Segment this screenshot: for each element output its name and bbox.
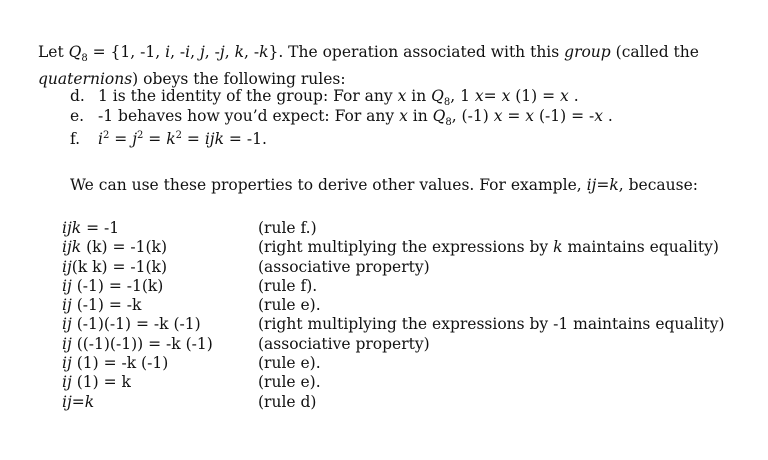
- derivation-justification: (rule f).: [258, 276, 318, 295]
- derivation-expression: ij (-1) = -1(k): [62, 276, 164, 295]
- rule-letter: f.: [70, 130, 81, 149]
- derivation-expression: ij (-1)(-1) = -k (-1): [62, 315, 201, 334]
- intro-paragraph: [38, 42, 748, 89]
- derivation-justification: (right multiplying the expressions by -1 maintains equality): [258, 315, 725, 334]
- rules-list: [70, 86, 613, 149]
- derivation-expression: ijk = -1: [62, 219, 120, 237]
- derivation-justification: (rule e).: [258, 354, 321, 373]
- derivation-expression: ijk (k) = -1(k): [62, 238, 167, 257]
- derivation-justification: (right multiplying the expressions by k maintains equality): [258, 238, 719, 257]
- derivation-expression: ij(k k) = -1(k): [62, 257, 167, 276]
- intro-line-1: Let $Q_8 = \{1$, -1, i, -i, j, -j, k, -k}. The operation associated with this group (called the: [38, 43, 699, 65]
- derivation-expression: ij (1) = -k (-1): [62, 354, 169, 373]
- derivation-expression: ij=k: [62, 392, 95, 411]
- derivation-expression: ij ((-1)(-1)) = -k (-1): [62, 334, 213, 353]
- rule-text: -1 behaves how you’d expect: For any x in $Q_8$, (-1) x = x (-1) = -x .: [98, 107, 613, 129]
- derivation-justification: (rule e).: [258, 373, 321, 392]
- rule-item: [70, 86, 613, 109]
- derivation-justification: (rule e).: [258, 296, 321, 315]
- derivation-justification: (associative property): [258, 334, 430, 353]
- rule-text: $i^2 = j^2 = k^2$ = ijk = -1.: [98, 130, 267, 149]
- derivation-expression: ij (1) = k: [62, 373, 131, 392]
- derivation-justification: (rule d): [258, 392, 317, 411]
- rule-text: 1 is the identity of the group: For any x in $Q_8$, 1 x= x (1) = x .: [98, 87, 579, 109]
- derivation-justification: (rule f.): [258, 219, 317, 237]
- rule-letter: e.: [70, 107, 85, 125]
- rule-item: [70, 126, 613, 149]
- derivation-justification: (associative property): [258, 257, 430, 276]
- rule-item: [70, 106, 613, 129]
- intro-line-2: quaternions) obeys the following rules:: [38, 70, 346, 89]
- derivation-intro: We can use these properties to derive other values. For example, ij=k, because:: [70, 176, 698, 194]
- rule-letter: d.: [70, 87, 85, 105]
- derivation-expression: ij (-1) = -k: [62, 296, 142, 315]
